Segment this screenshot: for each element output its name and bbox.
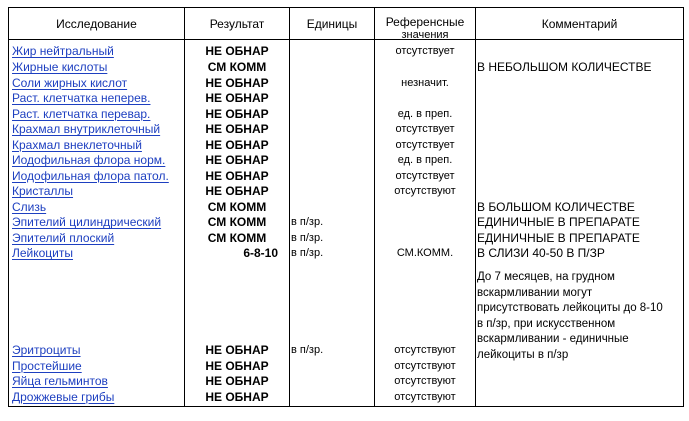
study-link[interactable]: Жирные кислоты — [12, 60, 108, 74]
study-link[interactable]: Соли жирных кислот — [12, 75, 128, 90]
reference-value: отсутствуют — [394, 344, 456, 356]
units-value: в п/зр. — [291, 344, 324, 356]
comment-value: В БОЛЬШОМ КОЛИЧЕСТВЕ — [477, 199, 635, 214]
reference-value: отсутствует — [395, 45, 455, 57]
result-value: НЕ ОБНАР — [205, 106, 269, 121]
result-value: НЕ ОБНАР — [205, 374, 269, 388]
table-row — [9, 246, 683, 262]
table-row — [9, 184, 683, 200]
result-value: НЕ ОБНАР — [205, 137, 269, 152]
header-units: Единицы — [306, 17, 358, 31]
reference-value: отсутствует — [395, 169, 455, 182]
table-row — [9, 231, 683, 247]
comment-line: в п/зр, при искусственном — [477, 317, 616, 330]
result-value: СМ КОММ — [207, 230, 267, 245]
table-row — [9, 390, 683, 406]
study-link[interactable]: Раст. клетчатка перевар. — [12, 106, 151, 121]
header-divider — [9, 39, 683, 40]
comment-value: ЕДИНИЧНЫЕ В ПРЕПАРАТЕ — [477, 215, 640, 229]
reference-value: отсутствуют — [394, 359, 456, 372]
table-row — [9, 138, 683, 154]
comment-line: До 7 месяцев, на грудном — [477, 271, 615, 283]
result-value: НЕ ОБНАР — [205, 122, 269, 136]
reference-value: незначит. — [401, 76, 449, 89]
header-study: Исследование — [56, 17, 137, 31]
study-link[interactable]: Крахмал внутриклеточный — [12, 122, 161, 136]
table-row — [9, 107, 683, 123]
comment-line: вскармливании могут — [477, 286, 593, 299]
study-link[interactable]: Дрожжевые грибы — [12, 389, 115, 404]
result-value: СМ КОММ — [207, 60, 267, 74]
reference-value — [376, 231, 474, 247]
comment-value: В СЛИЗИ 40-50 В П/ЗР — [477, 246, 605, 260]
reference-value: СМ.КОММ. — [396, 247, 454, 259]
comment-line: лейкоциты в п/зр — [477, 348, 569, 361]
table-row — [9, 76, 683, 92]
reference-value: отсутствуют — [394, 390, 456, 403]
leukocyte-reference-comment — [477, 270, 682, 363]
result-value: НЕ ОБНАР — [205, 75, 269, 90]
table-row — [9, 200, 683, 216]
reference-value: отсутствуют — [394, 375, 456, 387]
study-link[interactable]: Эритроциты — [12, 343, 81, 357]
result-value: НЕ ОБНАР — [205, 343, 269, 357]
result-value: НЕ ОБНАР — [205, 184, 269, 198]
header-reference: Референсные значения — [385, 15, 465, 41]
result-value: НЕ ОБНАР — [205, 358, 269, 373]
study-link[interactable]: Эпителий плоский — [12, 230, 115, 245]
units-value: в п/зр. — [291, 231, 324, 244]
result-value: НЕ ОБНАР — [205, 44, 269, 58]
comment-value: ЕДИНИЧНЫЕ В ПРЕПАРАТЕ — [477, 230, 640, 245]
lab-results-table — [8, 7, 684, 407]
reference-value: ед. в преп. — [397, 154, 453, 166]
study-link[interactable]: Яйца гельминтов — [12, 374, 108, 388]
result-value: СМ КОММ — [207, 199, 267, 214]
comment-line: вскармливании - единичные — [477, 333, 629, 345]
table-row — [9, 153, 683, 169]
comment-value: В НЕБОЛЬШОМ КОЛИЧЕСТВЕ — [477, 60, 652, 74]
reference-value — [376, 200, 474, 216]
table-row — [9, 169, 683, 185]
study-link[interactable]: Эпителий цилиндрический — [12, 215, 162, 229]
table-row — [9, 122, 683, 138]
study-link[interactable]: Лейкоциты — [12, 246, 74, 260]
table-row — [9, 91, 683, 107]
units-value: в п/зр. — [291, 247, 324, 259]
table-row — [9, 44, 683, 60]
table-row — [9, 60, 683, 76]
result-value: НЕ ОБНАР — [205, 168, 269, 183]
study-link[interactable]: Иодофильная флора патол. — [12, 168, 169, 183]
reference-value: отсутствует — [395, 123, 455, 135]
study-link[interactable]: Жир нейтральный — [12, 44, 114, 58]
result-value: СМ КОММ — [207, 215, 267, 229]
study-link[interactable]: Крахмал внеклеточный — [12, 137, 142, 152]
reference-value — [376, 91, 474, 107]
study-link[interactable]: Слизь — [12, 199, 47, 214]
result-value: НЕ ОБНАР — [205, 91, 269, 105]
reference-value — [376, 60, 474, 76]
units-value: в п/зр. — [291, 216, 324, 228]
table-row — [9, 374, 683, 390]
table-row — [9, 215, 683, 231]
reference-value: отсутствуют — [394, 185, 456, 197]
reference-value: отсутствует — [395, 138, 455, 151]
header-comment: Комментарий — [541, 17, 618, 31]
comment-line: присутствовать лейкоциты до 8-10 — [477, 302, 663, 314]
study-link[interactable]: Простейшие — [12, 358, 82, 373]
result-value: 6-8-10 — [243, 246, 278, 260]
header-result: Результат — [209, 17, 265, 31]
study-link[interactable]: Кристаллы — [12, 184, 74, 198]
study-link[interactable]: Иодофильная флора норм. — [12, 153, 166, 167]
result-value: НЕ ОБНАР — [205, 389, 269, 404]
study-link[interactable]: Раст. клетчатка неперев. — [12, 91, 151, 105]
reference-value: ед. в преп. — [397, 107, 453, 120]
reference-value — [376, 215, 474, 231]
result-value: НЕ ОБНАР — [205, 153, 269, 167]
